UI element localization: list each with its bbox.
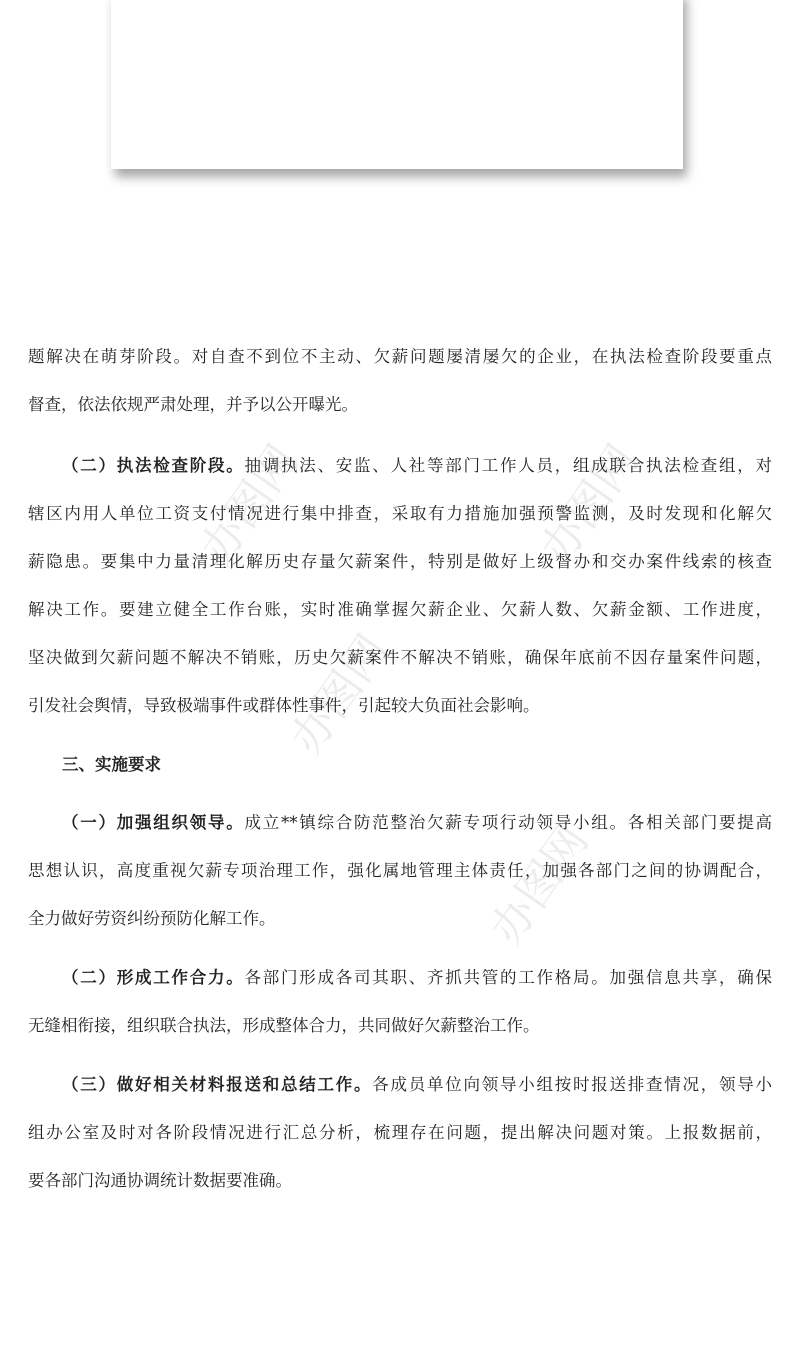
document-page-preview xyxy=(111,0,683,169)
paragraph-line: （三）做好相关材料报送和总结工作。各成员单位向领导小组按时报送排查情况，领导小 xyxy=(62,1075,772,1094)
paragraph-line: 辖区内用人单位工资支付情况进行集中排查，采取有力措施加强预警监测，及时发现和化解欠 xyxy=(28,504,772,523)
paragraph-line: 思想认识，高度重视欠薪专项治理工作，强化属地管理主体责任，加强各部门之间的协调配合， xyxy=(28,861,772,880)
watermark: 办图网 xyxy=(280,625,399,764)
section-heading: 三、实施要求 xyxy=(62,755,161,774)
paragraph-line: 要各部门沟通协调统计数据要准确。 xyxy=(28,1171,292,1190)
paragraph-heading: （二）执法检查阶段。 xyxy=(62,456,245,475)
paragraph-line: 督查，依法依规严肃处理，并予以公开曝光。 xyxy=(28,395,358,414)
paragraph-line: （二）形成工作合力。各部门形成各司其职、齐抓共管的工作格局。加强信息共享，确保 xyxy=(62,968,772,987)
paragraph-line: （二）执法检查阶段。抽调执法、安监、人社等部门工作人员，组成联合执法检查组，对 xyxy=(62,456,772,475)
watermark: 办图网 xyxy=(480,815,599,954)
paragraph-line: 引发社会舆情，导致极端事件或群体性事件，引起较大负面社会影响。 xyxy=(28,696,540,715)
paragraph-line: 坚决做到欠薪问题不解决不销账，历史欠薪案件不解决不销账，确保年底前不因存量案件问题， xyxy=(28,648,772,667)
paragraph-line: 解决工作。要建立健全工作台账，实时准确掌握欠薪企业、欠薪人数、欠薪金额、工作进度， xyxy=(28,600,772,619)
paragraph-line: （一）加强组织领导。成立**镇综合防范整治欠薪专项行动领导小组。各相关部门要提高 xyxy=(62,813,772,832)
paragraph-heading: （三）做好相关材料报送和总结工作。 xyxy=(62,1075,373,1094)
paragraph-line: 全力做好劳资纠纷预防化解工作。 xyxy=(28,909,276,928)
paragraph-heading: （一）加强组织领导。 xyxy=(62,813,245,832)
paragraph-line: 题解决在萌芽阶段。对自查不到位不主动、欠薪问题屡清屡欠的企业，在执法检查阶段要重点 xyxy=(28,347,772,366)
paragraph-heading: （二）形成工作合力。 xyxy=(62,968,245,987)
paragraph-line: 薪隐患。要集中力量清理化解历史存量欠薪案件，特别是做好上级督办和交办案件线索的核查 xyxy=(28,552,772,571)
watermark: 办图网 xyxy=(530,435,649,574)
paragraph-line: 组办公室及时对各阶段情况进行汇总分析，梳理存在问题，提出解决问题对策。上报数据前， xyxy=(28,1123,772,1142)
watermark: 办图网 xyxy=(190,435,309,574)
paragraph-line: 无缝相衔接，组织联合执法，形成整体合力，共同做好欠薪整治工作。 xyxy=(28,1016,540,1035)
